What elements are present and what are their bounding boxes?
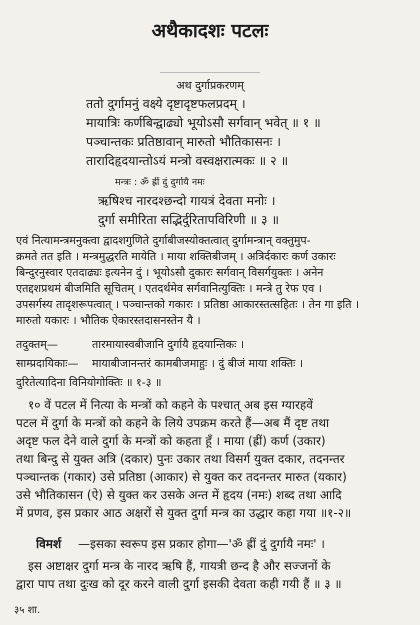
closing-line: द्वारा पाप तथा दुःख को दूर करने वाली दुर्गा इसकी देवता कही गयी हैं ॥ ३ ॥ xyxy=(16,577,342,591)
commentary-line: उपसर्गस्य तादृशरूपत्वात् । पञ्चान्तको गकारः । प्रतिष्ठा आकारस्तत्सहितः । तेन गा इति । xyxy=(16,298,360,311)
commentary-line: एवं नित्यामन्त्रमनुक्त्वा द्वादशगुणिते दुर्गाबीजस्योक्तत्वात् दुर्गामन्त्रान् वक्तुमुप- xyxy=(16,234,311,247)
quote-label: साम्प्रदायिकाः— xyxy=(16,357,79,370)
hindi-line: १० वें पटल में नित्या के मन्त्रों को कहने के पश्चात् अब इस ग्यारहवें xyxy=(28,398,313,412)
quote-text: तारमायास्वबीजानि दुर्गायै हृदयान्तिकः । xyxy=(92,338,244,351)
hindi-line: पञ्चान्तक (गकार) उसे प्रतिष्ठा (आकार) से युक्त कर तदनन्तर मारुत (यकार) xyxy=(16,470,347,484)
verse-line: पञ्चान्तकः प्रतिष्ठावान् मारुतो भौतिकासनः । xyxy=(86,134,281,149)
verse-line: ऋषिश्च नारदश्छन्दो गायत्रं देवता मनोः । xyxy=(98,193,276,208)
commentary-line: मारुतो यकारः । भौतिक ऐकारस्तदासनस्तेन यै । xyxy=(16,314,201,327)
hindi-line: में प्रणव, इस प्रकार आठ अक्षरों से युक्त दुर्गा मन्त्र का उद्धार कहा गया ॥१-२॥ xyxy=(16,506,352,520)
commentary-line: दुरितेत्यादिना विनियोगोक्तिः ॥ १-३ ॥ xyxy=(16,376,162,389)
hindi-line: पटल में दुर्गा के मन्त्रों को कहने के लिये उपक्रम करते हैं—अब मैं दृष्ट तथा xyxy=(16,416,330,430)
commentary-line: बिन्दुरनुस्वार एतदाढ्यः इत्यनेन दुं । भूयोऽसौ दुकारः सर्गवान् विसर्गयुक्तः । अनेन xyxy=(16,266,324,279)
verse-line: ततो दुर्गामनुं वक्ष्ये दृष्टादृष्टफलप्रदम् । xyxy=(86,96,246,111)
commentary-line: क्रमते तत इति । मन्त्रमुद्धरति मायेति । माया शक्तिबीजम् । अत्रिर्दकारः कर्ण उकारः xyxy=(16,250,336,263)
hindi-line: तथा बिन्दु से युक्त अत्रि (दकार) पुनः उकार तथा विसर्ग युक्त दकार, तदनन्तर xyxy=(16,452,345,466)
verse-line: दुर्गा समीरिता सद्भिर्दुरितापविरिणी ॥ ३ ॥ xyxy=(98,212,279,227)
verse-line: तारादिहृदयान्तोऽयं मन्त्रो वस्वक्षरात्मकः ॥ २ ॥ xyxy=(86,153,289,168)
title-rule xyxy=(160,72,260,73)
mantra-note: मन्त्रः : ॐ ह्रीं दुं दुर्गायै नमः xyxy=(115,177,205,188)
closing-line: इस अष्टाक्षर दुर्गा मन्त्र के नारद ऋषि हैं, गायत्री छन्द है और सज्जनों के xyxy=(28,559,331,573)
hindi-line: अदृष्ट फल देने वाले दुर्गा के मन्त्रों को कहता हूँ । माया (ह्रीं) कर्ण (उकार) xyxy=(16,434,326,448)
section-heading: अथ दुर्गाप्रकरणम् xyxy=(176,79,244,92)
vimarsh-label: विमर्श xyxy=(36,537,62,551)
verse-line: मायात्रिः कर्णबिन्द्वाढ्यो भूयोऽसौ सर्गवान् भवेत् ॥ १ ॥ xyxy=(86,115,321,130)
quote-text: मायाबीजानन्तरं कामबीजमाहुः । दुं बीजं माया शक्तिः । xyxy=(92,357,304,370)
quote-label: तदुक्तम्— xyxy=(16,338,58,351)
vimarsh-text: —इसका स्वरूप इस प्रकार होगा—'ॐ ह्रीं दुं दुर्गायै नमः' । xyxy=(78,537,325,551)
chapter-title: अथैकादशः पटलः xyxy=(151,20,269,42)
commentary-line: एतद्दशप्रथमं बीजमिति सूचितम् । एतदर्थमेव सर्गवानित्युक्तिः । मन्त्रे तु रेफ एव । xyxy=(16,282,322,295)
hindi-line: उसे भौतिकासन (ऐ) से युक्त कर उसके अन्त में हृदय (नमः) शब्द तथा आदि xyxy=(16,488,342,502)
page-footer: ३५ शा. xyxy=(14,605,41,616)
